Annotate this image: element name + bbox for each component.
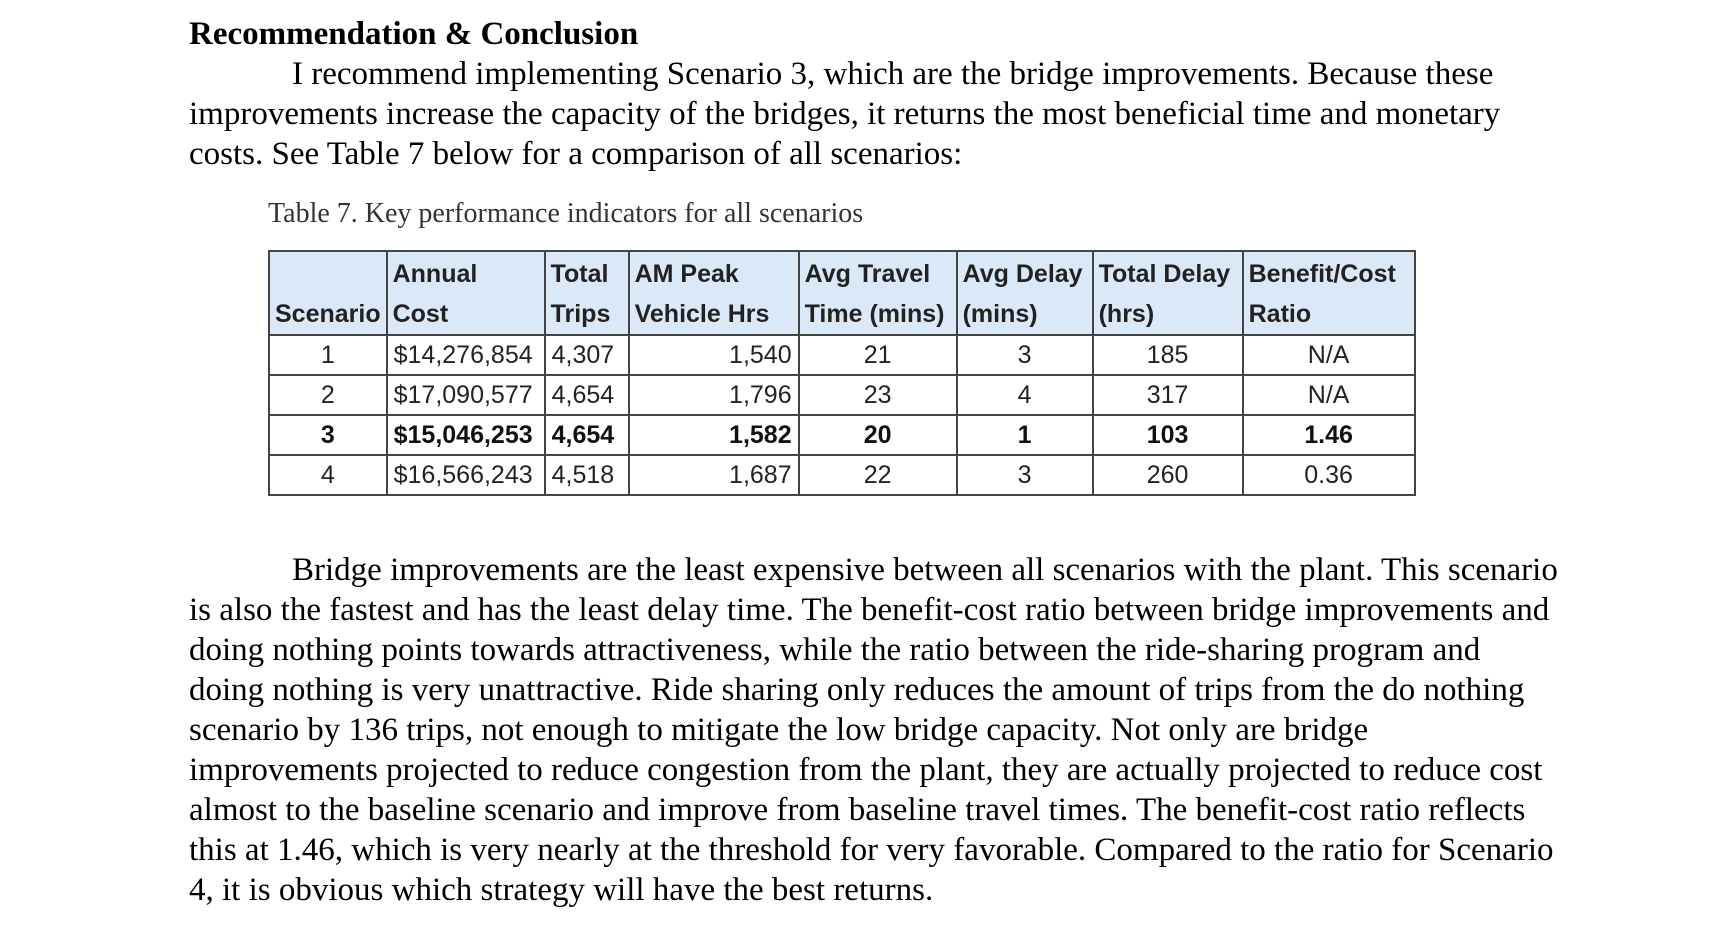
cell-avg-travel-time: 21 xyxy=(799,335,957,375)
cell-total-delay: 103 xyxy=(1093,415,1243,455)
cell-avg-travel-time: 20 xyxy=(799,415,957,455)
cell-total-delay: 185 xyxy=(1093,335,1243,375)
table-row xyxy=(269,375,1415,415)
cell-annual-cost: $15,046,253 xyxy=(387,415,545,455)
header-annual-cost: Annual Cost xyxy=(387,251,545,335)
cell-avg-delay: 1 xyxy=(957,415,1093,455)
cell-total-delay: 260 xyxy=(1093,455,1243,495)
header-avg-delay: Avg Delay (mins) xyxy=(957,251,1093,335)
section-heading: Recommendation & Conclusion xyxy=(189,16,639,52)
cell-benefit-cost-ratio: N/A xyxy=(1243,375,1415,415)
cell-annual-cost: $16,566,243 xyxy=(387,455,545,495)
document-page xyxy=(189,14,1559,174)
cell-am-peak-vehicle-hrs: 1,540 xyxy=(629,335,799,375)
cell-avg-delay: 3 xyxy=(957,335,1093,375)
cell-avg-delay: 4 xyxy=(957,375,1093,415)
kpi-table xyxy=(268,250,1416,496)
cell-total-delay: 317 xyxy=(1093,375,1243,415)
table-header-row xyxy=(269,251,1415,335)
cell-scenario: 1 xyxy=(269,335,387,375)
header-total-delay: Total Delay (hrs) xyxy=(1093,251,1243,335)
cell-am-peak-vehicle-hrs: 1,687 xyxy=(629,455,799,495)
cell-avg-travel-time: 23 xyxy=(799,375,957,415)
table-caption: Table 7. Key performance indicators for all scenarios xyxy=(268,198,864,229)
header-benefit-cost-ratio: Benefit/Cost Ratio xyxy=(1243,251,1415,335)
cell-scenario: 3 xyxy=(269,415,387,455)
header-scenario: Scenario xyxy=(269,251,387,335)
cell-annual-cost: $17,090,577 xyxy=(387,375,545,415)
cell-avg-delay: 3 xyxy=(957,455,1093,495)
cell-total-trips: 4,654 xyxy=(545,415,629,455)
conclusion-paragraph xyxy=(189,550,1559,910)
conclusion-paragraph-text: Bridge improvements are the least expensive between all scenarios with the plant. This scenario is also the fastest and has the least delay time. The benefit-cost ratio between bridge improvements and doing nothing points towards attractiveness, while the ratio between the ride-sharing program and doing nothing is very unattractive. Ride sharing only reduces the amount of trips from the do nothing scenario by 136 trips, not enough to mitigate the low bridge capacity. Not only are bridge improvements projected to reduce congestion from the plant, they are actually projected to reduce cost almost to the baseline scenario and improve from baseline travel times. The benefit-cost ratio reflects this at 1.46, which is very nearly at the threshold for very favorable. Compared to the ratio for Scenario 4, it is obvious which strategy will have the best returns. xyxy=(189,552,1558,908)
cell-annual-cost: $14,276,854 xyxy=(387,335,545,375)
header-total-trips: Total Trips xyxy=(545,251,629,335)
table-row xyxy=(269,335,1415,375)
cell-scenario: 2 xyxy=(269,375,387,415)
cell-scenario: 4 xyxy=(269,455,387,495)
table-row-highlighted xyxy=(269,415,1415,455)
cell-total-trips: 4,307 xyxy=(545,335,629,375)
conclusion-section xyxy=(189,550,1559,910)
cell-am-peak-vehicle-hrs: 1,582 xyxy=(629,415,799,455)
cell-total-trips: 4,654 xyxy=(545,375,629,415)
cell-benefit-cost-ratio: N/A xyxy=(1243,335,1415,375)
cell-benefit-cost-ratio: 1.46 xyxy=(1243,415,1415,455)
cell-total-trips: 4,518 xyxy=(545,455,629,495)
cell-am-peak-vehicle-hrs: 1,796 xyxy=(629,375,799,415)
header-am-peak-vehicle-hrs: AM Peak Vehicle Hrs xyxy=(629,251,799,335)
cell-benefit-cost-ratio: 0.36 xyxy=(1243,455,1415,495)
header-avg-travel-time: Avg Travel Time (mins) xyxy=(799,251,957,335)
cell-avg-travel-time: 22 xyxy=(799,455,957,495)
table-row xyxy=(269,455,1415,495)
intro-paragraph-text: I recommend implementing Scenario 3, which are the bridge improvements. Because these improvements increase the capacity of the bridges, it returns the most beneficial time and monetary costs. See Table 7 below for a comparison of all scenarios: xyxy=(189,56,1501,172)
intro-paragraph xyxy=(189,54,1559,174)
